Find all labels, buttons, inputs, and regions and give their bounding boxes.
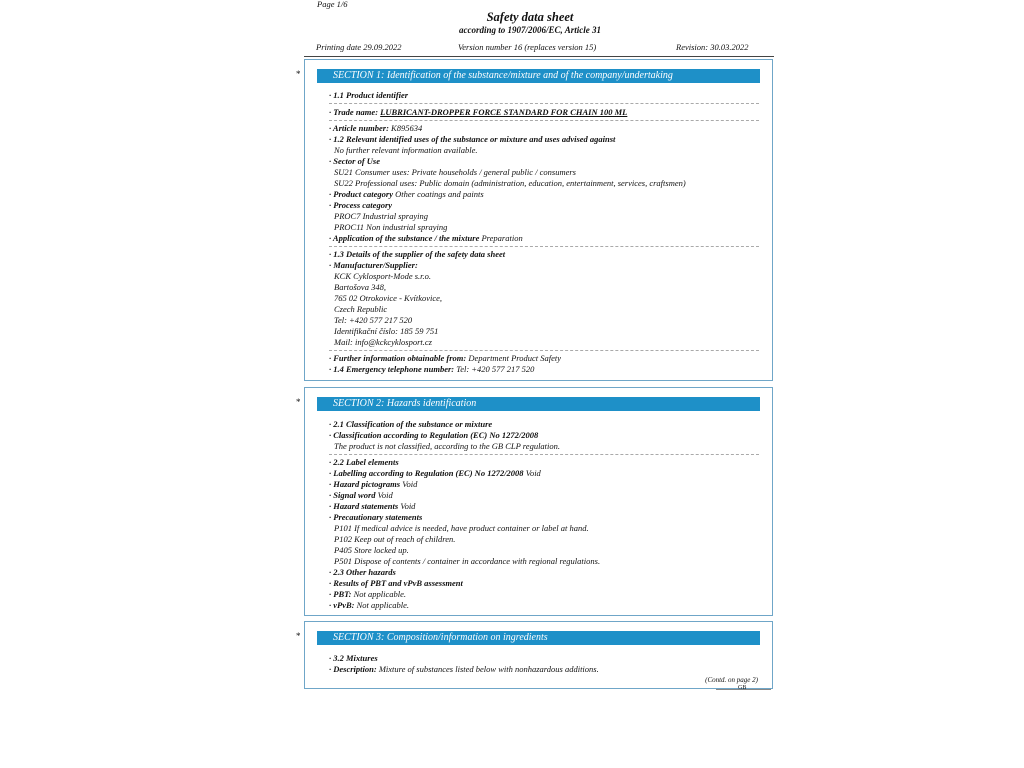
company-ico: Identifikační číslo: 185 59 751 — [334, 326, 439, 336]
pictograms-label: · Hazard pictograms — [329, 479, 401, 489]
divider — [329, 350, 759, 351]
section-3-box — [296, 621, 773, 689]
supplier-heading: · 1.3 Details of the supplier of the safety data sheet — [329, 249, 506, 259]
document-subtitle: according to 1907/2006/EC, Article 31 — [459, 25, 601, 35]
divider — [329, 246, 759, 247]
hazard-statements-row — [329, 501, 415, 512]
pbt-value: Not applicable. — [353, 589, 407, 599]
product-category-value: Other coatings and paints — [395, 189, 484, 199]
trade-name-row — [329, 107, 627, 118]
divider — [329, 103, 759, 104]
article-number-value: K895634 — [391, 123, 423, 133]
section-1-box — [296, 59, 773, 381]
label-elements: · 2.2 Label elements — [329, 457, 399, 467]
country-code: GB — [738, 685, 747, 691]
company-tel: Tel: +420 577 217 520 — [334, 315, 413, 325]
revision-date: Revision: 30.03.2022 — [676, 42, 749, 52]
header-divider — [304, 56, 774, 57]
hazard-statements-value: Void — [400, 501, 416, 511]
labelling-row — [329, 468, 541, 479]
version-number: Version number 16 (replaces version 15) — [458, 42, 597, 52]
uses-text: No further relevant information available. — [334, 145, 478, 155]
description-row — [329, 664, 599, 675]
pbt-row — [329, 589, 406, 600]
page-number: Page 1/6 — [317, 0, 348, 9]
product-identifier: · 1.1 Product identifier — [329, 90, 409, 100]
classification-heading: · 2.1 Classification of the substance or mixture — [329, 419, 493, 429]
section-2-box — [296, 387, 773, 616]
sector-su22: SU22 Professional uses: Public domain (administration, education, entertainment, services, craftsmen) — [334, 178, 686, 188]
sector-heading: · Sector of Use — [329, 156, 380, 166]
divider — [329, 454, 759, 455]
precaution-p405: P405 Store locked up. — [334, 545, 409, 555]
revision-marker: * — [296, 397, 301, 407]
further-info-label: · Further information obtainable from: — [329, 353, 467, 363]
section-1-heading: SECTION 1: Identification of the substance/mixture and of the company/undertaking — [317, 69, 760, 83]
description-value: Mixture of substances listed below with nonhazardous additions. — [378, 664, 599, 674]
trade-name-value: LUBRICANT-DROPPER FORCE STANDARD FOR CHAIN 100 ML — [380, 107, 628, 117]
further-info-value: Department Product Safety — [468, 353, 562, 363]
precaution-p102: P102 Keep out of reach of children. — [334, 534, 456, 544]
labelling-label: · Labelling according to Regulation (EC) No 1272/2008 — [329, 468, 524, 478]
company-street: Bartošova 348, — [334, 282, 386, 292]
company-mail: Mail: info@kckcyklosport.cz — [334, 337, 432, 347]
application-label: · Application of the substance / the mixture — [329, 233, 480, 243]
company-city: 765 02 Otrokovice - Kvítkovice, — [334, 293, 443, 303]
emergency-label: · 1.4 Emergency telephone number: — [329, 364, 455, 374]
precautionary-heading: · Precautionary statements — [329, 512, 423, 522]
trade-name-label: · Trade name: — [329, 107, 379, 117]
revision-marker: * — [296, 631, 301, 641]
product-category-label: · Product category — [329, 189, 393, 199]
signal-word-label: · Signal word — [329, 490, 376, 500]
application-row — [329, 233, 523, 244]
description-label: · Description: — [329, 664, 377, 674]
other-hazards: · 2.3 Other hazards — [329, 567, 396, 577]
vpvb-value: Not applicable. — [356, 600, 410, 610]
vpvb-label: · vPvB: — [329, 600, 355, 610]
labelling-value: Void — [525, 468, 541, 478]
precaution-p101: P101 If medical advice is needed, have product container or label at hand. — [334, 523, 589, 533]
manufacturer-heading: · Manufacturer/Supplier: — [329, 260, 418, 270]
emergency-row — [329, 364, 534, 375]
emergency-value: Tel: +420 577 217 520 — [456, 364, 535, 374]
printing-date: Printing date 29.09.2022 — [316, 42, 402, 52]
signal-word-row — [329, 490, 393, 501]
pbt-heading: · Results of PBT and vPvB assessment — [329, 578, 463, 588]
article-number-label: · Article number: — [329, 123, 389, 133]
regulation-heading: · Classification according to Regulation (EC) No 1272/2008 — [329, 430, 539, 440]
pbt-label: · PBT: — [329, 589, 352, 599]
process-proc11: PROC11 Non industrial spraying — [334, 222, 448, 232]
document-title: Safety data sheet — [486, 10, 574, 24]
uses-heading: · 1.2 Relevant identified uses of the substance or mixture and uses advised against — [329, 134, 616, 144]
article-number-row — [329, 123, 422, 134]
product-category-row — [329, 189, 484, 200]
process-proc7: PROC7 Industrial spraying — [334, 211, 428, 221]
continued-note: (Contd. on page 2) — [705, 676, 758, 684]
regulation-text: The product is not classified, according to the GB CLP regulation. — [334, 441, 561, 451]
sector-su21: SU21 Consumer uses: Private households / general public / consumers — [334, 167, 576, 177]
pictograms-value: Void — [402, 479, 418, 489]
precaution-p501: P501 Dispose of contents / container in accordance with regional regulations. — [334, 556, 601, 566]
company-name: KCK Cyklosport-Mode s.r.o. — [334, 271, 432, 281]
signal-word-value: Void — [377, 490, 393, 500]
application-value: Preparation — [481, 233, 523, 243]
divider — [329, 120, 759, 121]
process-heading: · Process category — [329, 200, 393, 210]
hazard-statements-label: · Hazard statements — [329, 501, 399, 511]
section-3-heading: SECTION 3: Composition/information on ingredients — [317, 631, 760, 645]
pictograms-row — [329, 479, 417, 490]
section-2-heading: SECTION 2: Hazards identification — [317, 397, 760, 411]
vpvb-row — [329, 600, 409, 611]
further-info-row — [329, 353, 561, 364]
document-page — [286, 0, 774, 768]
mixtures-heading: · 3.2 Mixtures — [329, 653, 378, 663]
revision-marker: * — [296, 69, 301, 79]
company-country: Czech Republic — [334, 304, 388, 314]
